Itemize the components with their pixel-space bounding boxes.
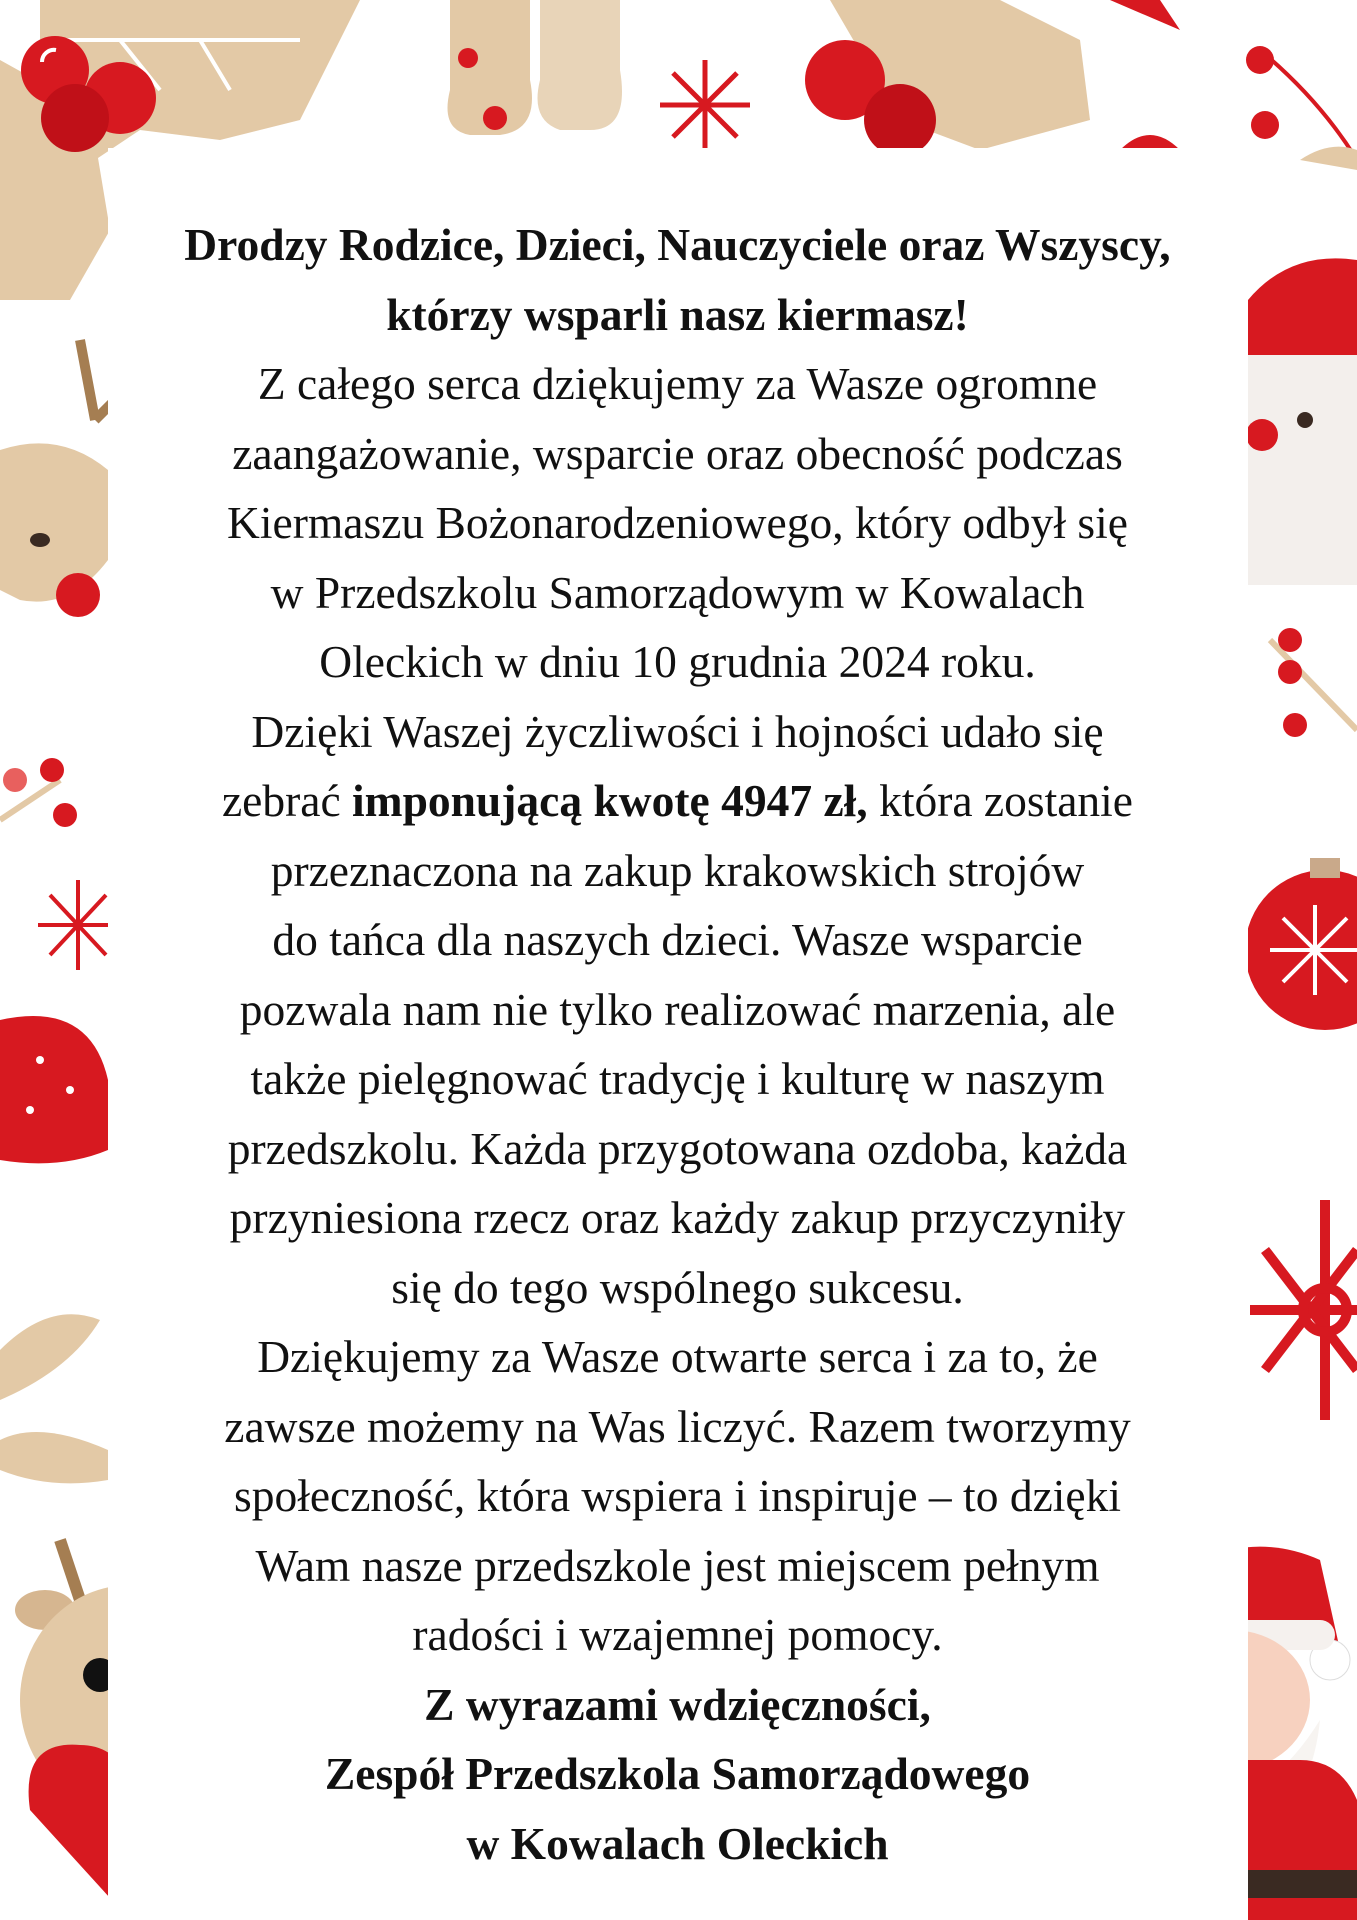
amount-highlight: imponującą kwotę 4947 zł, bbox=[352, 775, 868, 826]
letter-line: się do tego wspólnego sukcesu. bbox=[391, 1261, 964, 1313]
letter-line: w Przedszkolu Samorządowym w Kowalach bbox=[270, 566, 1085, 618]
thank-you-letter bbox=[110, 210, 1245, 1878]
sock-icon bbox=[448, 0, 623, 135]
letter-line: zaangażowanie, wsparcie oraz obecność podczas bbox=[232, 427, 1123, 479]
berries-icon bbox=[1270, 628, 1357, 737]
ornament-icon bbox=[1245, 858, 1357, 1030]
greeting-line: Drodzy Rodzice, Dzieci, Nauczyciele oraz Wszyscy, bbox=[184, 219, 1171, 270]
berries-icon bbox=[0, 758, 77, 827]
santa-icon bbox=[1246, 258, 1357, 585]
letter-line: przedszkolu. Każda przygotowana ozdoba, każda bbox=[227, 1122, 1128, 1174]
letter-line: Wam nasze przedszkole jest miejscem pełnym bbox=[255, 1539, 1100, 1591]
snowflake-icon bbox=[1250, 1200, 1357, 1420]
letter-line: pozwala nam nie tylko realizować marzenia, ale bbox=[239, 983, 1116, 1035]
ornament-icon bbox=[0, 1016, 108, 1163]
letter-line: Dziękujemy za Wasze otwarte serca i za to, że bbox=[257, 1331, 1098, 1382]
letter-line: przeznaczona na zakup krakowskich strojów bbox=[270, 844, 1085, 896]
letter-line: Z całego serca dziękujemy za Wasze ogromne bbox=[257, 358, 1098, 409]
letter-line: społeczność, która wspiera i inspiruje – to dzięki bbox=[233, 1470, 1121, 1521]
amount-prefix: zebrać bbox=[221, 775, 353, 826]
snowflake-icon bbox=[38, 880, 108, 970]
letter-line: także pielęgnować tradycję i kulturę w naszym bbox=[250, 1053, 1105, 1104]
leaf-branch-icon bbox=[0, 1314, 108, 1483]
closing-line: Z wyrazami wdzięczności, bbox=[424, 1678, 931, 1730]
letter-line: do tańca dla naszych dzieci. Wasze wsparcie bbox=[272, 914, 1083, 965]
amount-suffix: która zostanie bbox=[867, 775, 1134, 826]
letter-line: Kiermaszu Bożonarodzeniowego, który odbył się bbox=[227, 497, 1128, 548]
leaf-branch-icon bbox=[1246, 46, 1357, 170]
snowflake-icon bbox=[660, 60, 750, 150]
holly-berries-icon bbox=[805, 0, 1180, 156]
letter-line: radości i wzajemnej pomocy. bbox=[412, 1609, 943, 1660]
signature-line: Zespół Przedszkola Samorządowego bbox=[324, 1748, 1031, 1799]
letter-line: zawsze możemy na Was liczyć. Razem tworzymy bbox=[224, 1400, 1131, 1452]
greeting-line: którzy wsparli nasz kiermasz! bbox=[386, 288, 969, 340]
reindeer-icon bbox=[0, 340, 120, 617]
signature-line: w Kowalach Oleckich bbox=[466, 1817, 889, 1869]
letter-line: przyniesiona rzecz oraz każdy zakup przyczyniły bbox=[229, 1192, 1126, 1243]
letter-line: Oleckich w dniu 10 grudnia 2024 roku. bbox=[319, 636, 1036, 687]
letter-line: Dzięki Waszej życzliwości i hojności udało się bbox=[251, 705, 1104, 757]
letter-line-amount bbox=[110, 766, 1245, 836]
